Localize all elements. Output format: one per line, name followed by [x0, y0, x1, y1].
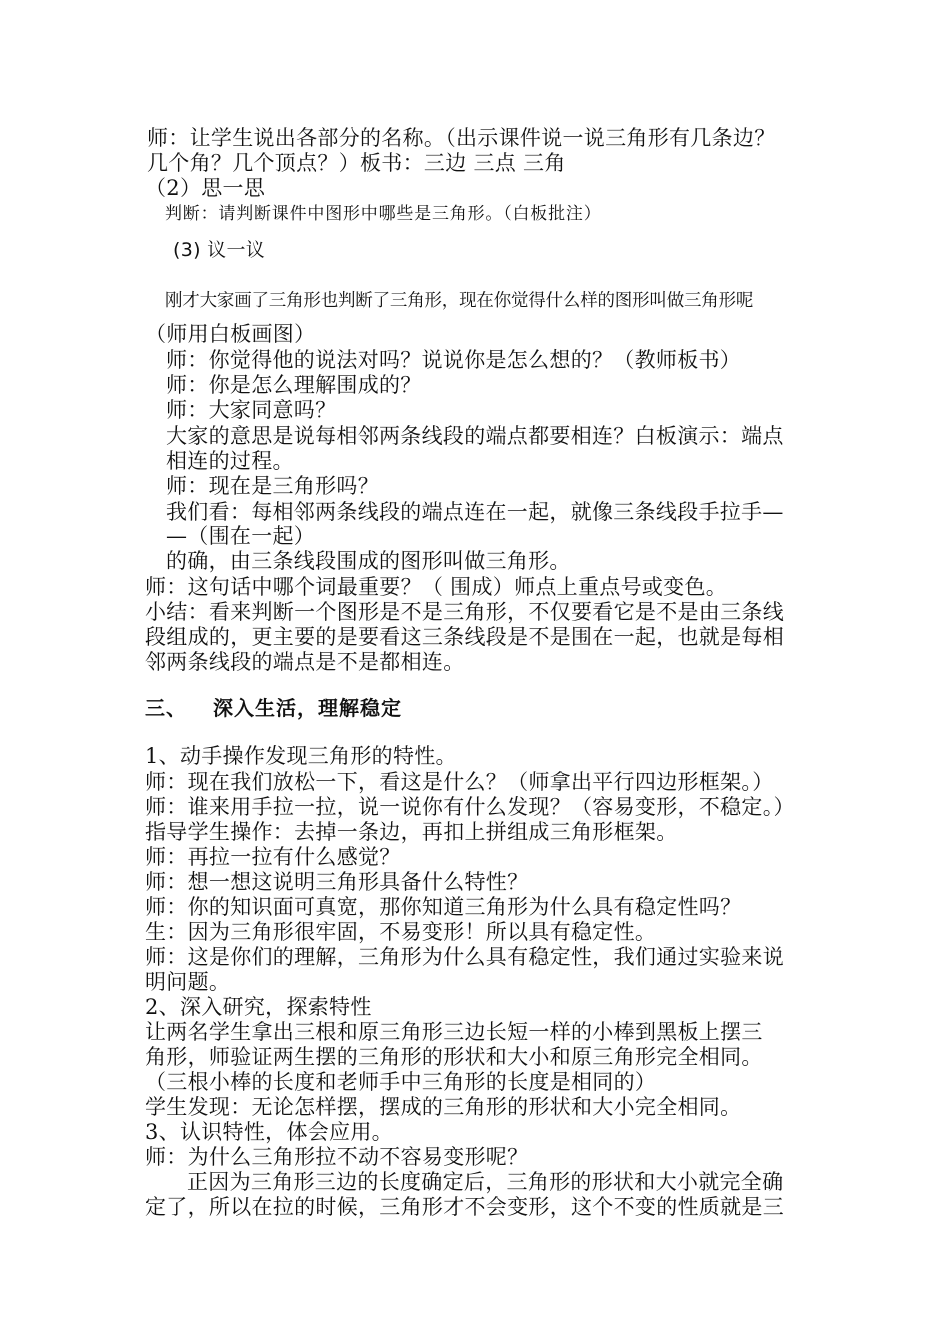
sub-heading: (3) 议一议 [173, 239, 266, 261]
section-heading [145, 696, 402, 720]
text-line: 指导学生操作：去掉一条边，再扣上拼组成三角形框架。 [145, 820, 678, 844]
text-line: 刚才大家画了三角形也判断了三角形，现在你觉得什么样的图形叫做三角形呢 [165, 291, 754, 311]
text-line: 小结：看来判断一个图形是不是三角形，不仅要看它是不是由三条线 [145, 600, 784, 624]
text-line: 正因为三角形三边的长度确定后，三角形的形状和大小就完全确 [187, 1170, 784, 1194]
text-line: 明问题。 [145, 970, 231, 994]
text-line: 2、深入研究，探索特性 [145, 995, 372, 1019]
text-line: 师：再拉一拉有什么感觉？ [145, 845, 401, 869]
text-line: 师：你的知识面可真宽，那你知道三角形为什么具有稳定性吗？ [145, 895, 742, 919]
section-number: 三、 [145, 696, 187, 720]
text-line: 大家的意思是说每相邻两条线段的端点都要相连？白板演示：端点 [166, 424, 784, 448]
text-line: 3、认识特性，体会应用。 [145, 1120, 393, 1144]
text-line: 的确，由三条线段围成的图形叫做三角形。 [166, 549, 571, 573]
text-line: —（围在一起） [166, 524, 316, 548]
text-line: 段组成的，更主要的是要看这三条线段是不是围在一起，也就是每相 [145, 625, 784, 649]
text-line: 师：这是你们的理解，三角形为什么具有稳定性，我们通过实验来说 [145, 945, 784, 969]
text-line: 定了，所以在拉的时候，三角形才不会变形，这个不变的性质就是三 [145, 1195, 784, 1219]
text-line: 1、动手操作发现三角形的特性。 [145, 744, 457, 768]
text-line: 角形，师验证两生摆的三角形的形状和大小和原三角形完全相同。 [145, 1045, 763, 1069]
text-line: （师用白板画图） [145, 322, 316, 346]
text-line: 学生发现：无论怎样摆，摆成的三角形的形状和大小完全相同。 [145, 1095, 742, 1119]
text-line: 师：让学生说出各部分的名称。（出示课件说一说三角形有几条边？ [147, 126, 776, 150]
sub-heading: （2）思一思 [145, 176, 266, 200]
text-line: 让两名学生拿出三根和原三角形三边长短一样的小棒到黑板上摆三 [145, 1020, 763, 1044]
section-title: 深入生活，理解稳定 [213, 696, 402, 720]
text-line: 几个角？几个顶点？）板书：三边 三点 三角 [147, 151, 566, 175]
text-line: 判断：请判断课件中图形中哪些是三角形。（白板批注） [165, 204, 602, 224]
text-line: 师：现在是三角形吗？ [166, 474, 379, 498]
text-line: 我们看：每相邻两条线段的端点连在一起，就像三条线段手拉手— [166, 500, 784, 524]
text-line: 师：现在我们放松一下，看这是什么？（师拿出平行四边形框架。） [145, 770, 774, 794]
text-line: 生：因为三角形很牢固，不易变形！所以具有稳定性。 [145, 920, 657, 944]
text-line: 师：你觉得他的说法对吗？说说你是怎么想的？（教师板书） [166, 348, 742, 372]
text-line: 师：想一想这说明三角形具备什么特性？ [145, 870, 529, 894]
text-line: 师：你是怎么理解围成的？ [166, 373, 422, 397]
text-line: 相连的过程。 [166, 449, 294, 473]
text-line: 师：这句话中哪个词最重要？（ 围成）师点上重点号或变色。 [145, 575, 728, 599]
text-line: 师：为什么三角形拉不动不容易变形呢？ [145, 1145, 529, 1169]
text-line: （三根小棒的长度和老师手中三角形的长度是相同的） [145, 1070, 657, 1094]
text-line: 师：大家同意吗？ [166, 398, 337, 422]
text-line: 邻两条线段的端点是不是都相连。 [145, 650, 465, 674]
text-line: 师：谁来用手拉一拉，说一说你有什么发现？（容易变形，不稳定。） [145, 795, 795, 819]
